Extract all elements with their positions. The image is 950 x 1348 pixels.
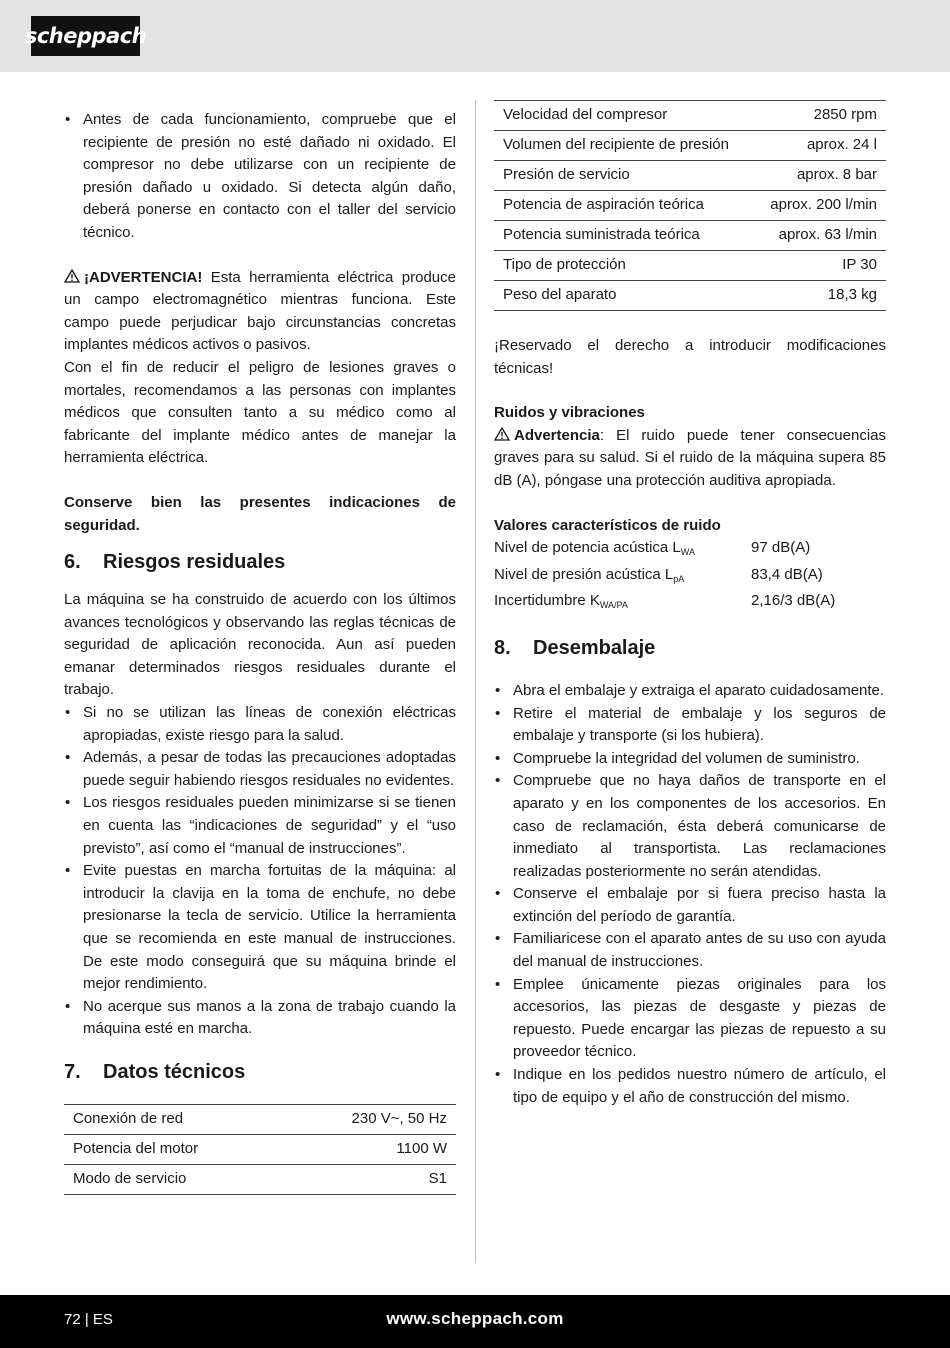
list-item: • Compruebe que no haya daños de transporte en el aparato y en los componentes de los accesorios. En caso de reclamación, ésta deberá comunicarse de inmediato al transportista. Las reclamaciones realizadas posteriormente no serán atendidas. <box>494 770 886 883</box>
table-row <box>64 1134 456 1164</box>
table-row <box>494 251 886 281</box>
table-row <box>494 221 886 251</box>
spec-value: aprox. 8 bar <box>753 161 886 191</box>
section-6-heading <box>64 549 456 575</box>
warning-icon <box>494 427 510 441</box>
noise-heading: Ruidos y vibraciones <box>494 404 645 422</box>
warning-label: ¡ADVERTENCIA! <box>84 268 203 286</box>
noise-values-grid <box>494 537 886 617</box>
section-number: 7. <box>64 1060 81 1083</box>
spec-value: IP 30 <box>753 251 886 281</box>
list-item: • Indique en los pedidos nuestro número de artículo, el tipo de equipo y el año de construcción del mismo. <box>494 1064 886 1109</box>
noise-values-heading: Valores característicos de ruido <box>494 516 721 534</box>
section-6-intro: La máquina se ha construido de acuerdo con los últimos avances tecnológicos y observando las reglas técnicas de seguridad de aplicación reconocida. Aun así pueden emanar determinados riesgos residuales durante el trabajo. <box>64 591 456 699</box>
section-number: 8. <box>494 636 511 659</box>
section-title: Datos técnicos <box>103 1060 246 1083</box>
right-column <box>494 100 886 1109</box>
section-7-heading <box>64 1059 456 1085</box>
list-item: • No acerque sus manos a la zona de trabajo cuando la máquina esté en marcha. <box>64 996 456 1041</box>
tech-data-table-right <box>494 100 886 311</box>
spec-value: aprox. 63 l/min <box>753 221 886 251</box>
spec-label: Peso del aparato <box>494 281 753 311</box>
spec-label: Volumen del recipiente de presión <box>494 131 753 161</box>
noise-value: 97 dB(A) <box>751 539 811 557</box>
list-item: • Compruebe la integridad del volumen de suministro. <box>494 748 886 771</box>
warning-text: Esta herramienta eléctrica produce un campo electromagnético mientras funciona. Este campo puede perjudicar bajo circunstancias concretas implantes médicos activos o pasivos. <box>64 268 456 354</box>
spec-value: 18,3 kg <box>753 281 886 311</box>
noise-label: Incertidumbre $K_{WA/PA}$ <box>494 592 628 611</box>
spec-label: Potencia suministrada teórica <box>494 221 753 251</box>
noise-value: 2,16/3 dB(A) <box>751 592 836 610</box>
list-item: • Retire el material de embalaje y los seguros de embalaje y transporte (si los hubiera). <box>494 703 886 748</box>
warning-text-2: Con el fin de reducir el peligro de lesiones graves o mortales, recomendamos a las personas con implantes médicos que consulten tanto a su médico como al fabricante del implante médico antes de manejar la herramienta eléctrica. <box>64 358 456 467</box>
spec-label: Potencia de aspiración teórica <box>494 191 753 221</box>
list-item: • Emplee únicamente piezas originales para los accesorios, las piezas de desgaste y piezas de repuesto. Puede encargar las piezas de repuesto a su proveedor técnico. <box>494 974 886 1064</box>
table-row <box>494 191 886 221</box>
warning-icon <box>64 269 80 283</box>
warning-text: : El ruido puede tener consecuencias graves para su salud. Si el ruido de la máquina supera 85 dB (A), póngase una protección auditiva apropiada. <box>494 426 886 489</box>
spec-value: 1100 W <box>283 1134 456 1164</box>
list-item: • Conserve el embalaje por si fuera preciso hasta la extinción del período de garantía. <box>494 883 886 928</box>
noise-warning <box>494 425 886 493</box>
header-bar <box>0 0 950 72</box>
list-item: • Abra el embalaje y extraiga el aparato cuidadosamente. <box>494 680 886 703</box>
table-row <box>494 161 886 191</box>
spec-value: aprox. 24 l <box>753 131 886 161</box>
table-row <box>494 281 886 311</box>
spec-value: 230 V~, 50 Hz <box>283 1104 456 1134</box>
table-row <box>64 1164 456 1194</box>
spec-label: Potencia del motor <box>64 1134 283 1164</box>
noise-label: Nivel de potencia acústica $L_{WA}$ <box>494 539 695 558</box>
spec-value: aprox. 200 l/min <box>753 191 886 221</box>
list-item: • Si no se utilizan las líneas de conexión eléctricas apropiadas, existe riesgo para la salud. <box>64 702 456 747</box>
noise-label: Nivel de presión acústica $L_{pA}$ <box>494 565 685 584</box>
website-url: www.scheppach.com <box>386 1309 564 1328</box>
list-item: • Evite puestas en marcha fortuitas de la máquina: al introducir la clavija en la toma de enchufe, no debe presionarse la tecla de servicio. Utilice la herramienta que se recomienda en este manual de instrucciones. De este modo conseguirá que su máquina brinde el mejor rendimiento. <box>64 860 456 996</box>
spec-value: 2850 rpm <box>753 101 886 131</box>
list-item: • Los riesgos residuales pueden minimizarse si se tienen en cuenta las “indicaciones de seguridad” y el “uso previsto”, así como el “manual de instrucciones”. <box>64 792 456 860</box>
intro-bullet-list <box>64 109 456 245</box>
spec-label: Velocidad del compresor <box>494 101 753 131</box>
spec-value: S1 <box>283 1164 456 1194</box>
unpacking-list <box>494 680 886 1109</box>
spec-label: Presión de servicio <box>494 161 753 191</box>
warning-label: Advertencia <box>514 426 600 444</box>
tech-data-table-left <box>64 1104 456 1195</box>
spec-label: Tipo de protección <box>494 251 753 281</box>
table-row <box>494 101 886 131</box>
table-row <box>494 131 886 161</box>
left-column <box>64 109 456 1195</box>
list-item: • Antes de cada funcionamiento, compruebe que el recipiente de presión no esté dañado ni oxidado. El compresor no debe utilizarse con un recipiente de presión dañado u oxidado. Si detecta algún daño, deberá ponerse en contacto con el taller del servicio técnico. <box>64 109 456 245</box>
residual-risks-list <box>64 702 456 1041</box>
section-8-heading <box>494 635 886 661</box>
spec-label: Conexión de red <box>64 1104 283 1134</box>
reserved-note: ¡Reservado el derecho a introducir modificaciones técnicas! <box>494 337 886 377</box>
noise-value: 83,4 dB(A) <box>751 565 823 583</box>
section-title: Riesgos residuales <box>103 551 286 574</box>
column-divider <box>475 100 476 1263</box>
spec-label: Modo de servicio <box>64 1164 283 1194</box>
section-title: Desembalaje <box>533 636 656 659</box>
keep-instructions-note: Conserve bien las presentes indicaciones de seguridad. <box>64 493 456 534</box>
table-row <box>64 1104 456 1134</box>
list-item: • Además, a pesar de todas las precauciones adoptadas puede seguir habiendo riesgos residuales no evidentes. <box>64 747 456 792</box>
emf-warning <box>64 267 456 357</box>
scheppach-logo: scheppach <box>31 16 140 56</box>
list-item: • Familiaricese con el aparato antes de su uso con ayuda del manual de instrucciones. <box>494 928 886 973</box>
footer-bar <box>0 1295 950 1348</box>
section-number: 6. <box>64 551 81 574</box>
page-number: 72 | ES <box>64 1311 113 1328</box>
